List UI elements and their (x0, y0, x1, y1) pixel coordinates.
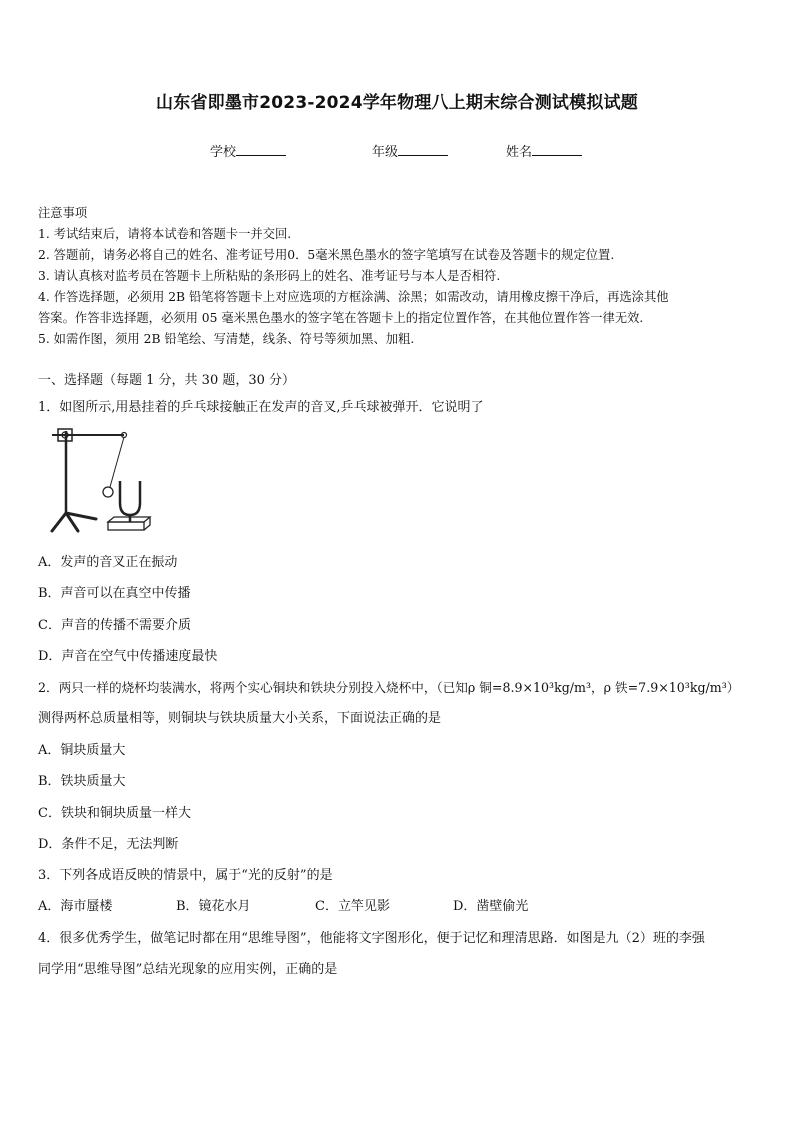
grade-blank (398, 143, 448, 156)
question-2-option-a: A．铜块质量大 (38, 743, 126, 758)
notice-item: 答案。作答非选择题，必须用 05 毫米黑色墨水的签字笔在答题卡上的指定位置作答，在其他位置作答一律无效. (38, 311, 644, 325)
question-2-option-d: D．条件不足，无法判断 (38, 837, 179, 852)
notice-heading: 注意事项 (38, 206, 88, 220)
school-blank (236, 143, 286, 156)
school-label: 学校 (210, 145, 237, 160)
question-2-option-c: C．铁块和铜块质量一样大 (38, 806, 191, 821)
question-1-stem: 1．如图所示,用悬挂着的乒乓球接触正在发声的音叉,乒乓球被弹开．它说明了 (38, 400, 484, 415)
school-field (210, 141, 286, 160)
question-1-option-b: B．声音可以在真空中传播 (38, 586, 191, 601)
question-3-option-d: D．凿壁偷光 (453, 899, 529, 914)
question-3-stem: 3．下列各成语反映的情景中，属于“光的反射”的是 (38, 868, 333, 883)
section-heading: 一、选择题（每题 1 分，共 30 题，30 分） (38, 373, 296, 388)
notice-item: 1. 考试结束后，请将本试卷和答题卡一并交回. (38, 227, 292, 241)
question-2-stem-cont: 测得两杯总质量相等，则铜块与铁块质量大小关系，下面说法正确的是 (38, 711, 442, 726)
name-blank (532, 143, 582, 156)
notice-item: 3. 请认真核对监考员在答题卡上所粘贴的条形码上的姓名、准考证号与本人是否相符. (38, 269, 501, 283)
question-4-stem: 4．很多优秀学生，做笔记时都在用“思维导图”，他能将文字图形化，便于记忆和理清思路．如图是九（2）班的李强 (38, 931, 705, 946)
question-2-stem: 2．两只一样的烧杯均装满水，将两个实心铜块和铁块分别投入烧杯中，（已知ρ 铜=8.9×10³kg/m³，ρ 铁=7.9×10³kg/m³） (38, 680, 740, 695)
question-2-option-b: B．铁块质量大 (38, 774, 126, 789)
question-1-option-c: C．声音的传播不需要介质 (38, 618, 191, 633)
notice-item: 2. 答题前，请务必将自己的姓名、准考证号用0．5毫米黑色墨水的签字笔填写在试卷及答题卡的规定位置. (38, 248, 615, 262)
question-1-option-d: D．声音在空气中传播速度最快 (38, 649, 218, 664)
notice-item: 5. 如需作图，须用 2B 铅笔绘、写清楚，线条、符号等须加黑、加粗. (38, 332, 415, 346)
grade-field (372, 141, 448, 160)
question-3-option-c: C．立竿见影 (315, 899, 390, 914)
name-label: 姓名 (506, 145, 533, 160)
tuning-fork-figure (44, 423, 154, 537)
question-1-option-a: A．发声的音叉正在振动 (38, 555, 178, 570)
question-3-option-a: A．海市蜃楼 (38, 899, 113, 914)
question-4-stem-cont: 同学用“思维导图”总结光现象的应用实例，正确的是 (38, 962, 338, 977)
page-title: 山东省即墨市2023-2024学年物理八上期末综合测试模拟试题 (156, 93, 638, 113)
notice-item: 4. 作答选择题，必须用 2B 铅笔将答题卡上对应选项的方框涂满、涂黑；如需改动，请用橡皮擦干净后，再选涂其他 (38, 290, 669, 304)
grade-label: 年级 (372, 145, 399, 160)
question-3-option-b: B．镜花水月 (176, 899, 251, 914)
name-field (506, 141, 582, 160)
